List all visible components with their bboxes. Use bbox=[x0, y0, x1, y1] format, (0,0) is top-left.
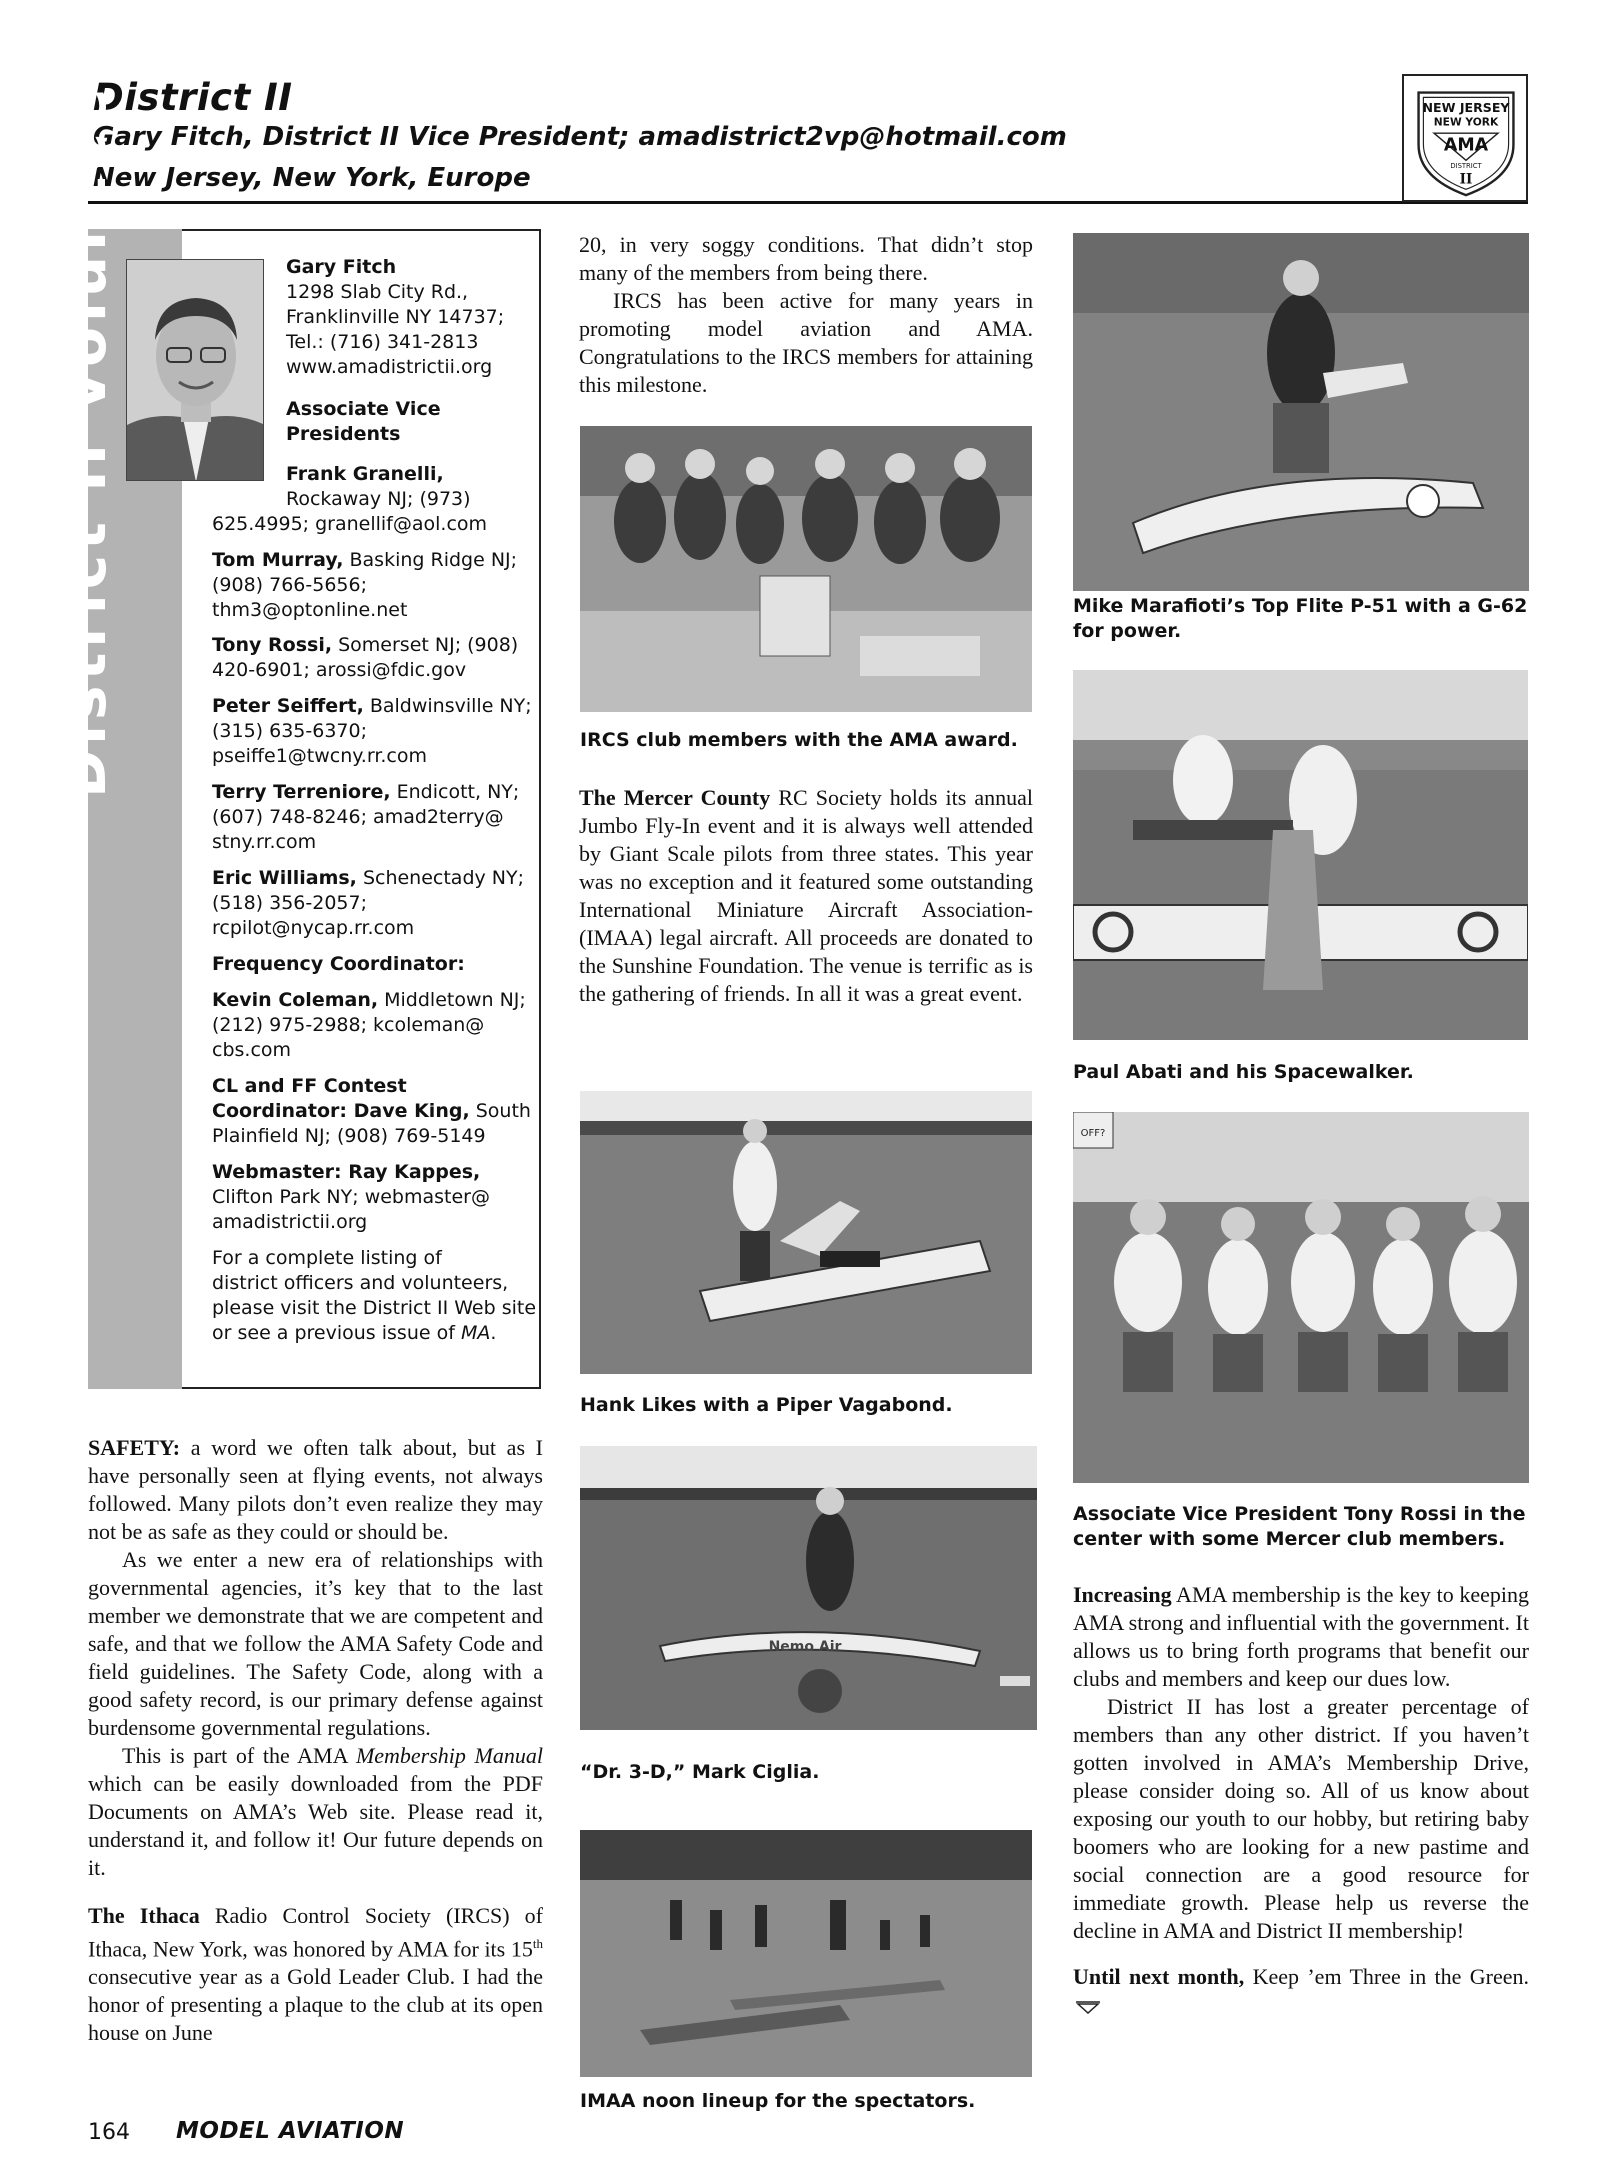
volunteer-terreniore bbox=[212, 780, 519, 805]
region-line: New Jersey, New York, Europe bbox=[93, 163, 531, 193]
volunteer-williams-name: Eric Williams, bbox=[212, 867, 357, 889]
listing-note-text: or see a previous issue of bbox=[212, 1322, 461, 1344]
webmaster-email: amadistrictii.org bbox=[212, 1211, 368, 1233]
caption-dr-3d: “Dr. 3-D,” Mark Ciglia. bbox=[580, 1761, 820, 1783]
closing-lead: Until next month, bbox=[1073, 1964, 1245, 1989]
vp-name: Gary Fitch bbox=[286, 256, 397, 278]
volunteer-coleman bbox=[212, 988, 526, 1013]
badge-district-text: DISTRICT bbox=[1450, 162, 1482, 171]
volunteer-williams-email: rcpilot@nycap.rr.com bbox=[212, 917, 415, 939]
governmental-paragraph: As we enter a new era of relationships with governmental agencies, it’s key that to the last member we demonstrate that we are competent and safe, and that we follow the AMA Safety Code and field guidelines. The Safety Code, along with a good safety record, is our primary defense against burdensome governmental regulations. bbox=[88, 1547, 543, 1740]
column-1-text bbox=[88, 1434, 543, 2047]
caption-tony-rossi-1: Associate Vice President Tony Rossi in the bbox=[1073, 1503, 1526, 1525]
badge-numeral: II bbox=[1459, 171, 1473, 188]
ithaca-continued: 20, in very soggy conditions. That didn’t stop many of the members from being there. bbox=[579, 232, 1033, 285]
portrait-photo-gary-fitch bbox=[126, 259, 264, 481]
safety-text: a word we often talk about, but as I have personally seen at flying events, not always followed. Many pilots don’t even realize they may not be as safe as they could or should be. bbox=[88, 1435, 543, 1544]
volunteer-rossi-name: Tony Rossi, bbox=[212, 634, 333, 656]
manual-text-b: which can be easily downloaded from the PDF Documents on AMA’s Web site. Please read it, understand it, and follow it! Our future depends on it. bbox=[88, 1771, 543, 1880]
volunteer-rossi bbox=[212, 633, 518, 658]
increasing-lead: Increasing bbox=[1073, 1582, 1172, 1607]
manual-text-a: This is part of the AMA bbox=[122, 1743, 356, 1768]
caption-mike-marafioti-1: Mike Marafioti’s Top Flite P-51 with a G-62 bbox=[1073, 595, 1528, 617]
magazine-name: MODEL AVIATION bbox=[176, 2118, 405, 2144]
ithaca-text-b: consecutive year as a Gold Leader Club. I had the honor of presenting a plaque to the club at its open house on June bbox=[88, 1964, 543, 2046]
plane-lettering: Nemo Air bbox=[768, 1639, 842, 1655]
volunteer-seiffert-email: pseiffe1@twcny.rr.com bbox=[212, 745, 428, 767]
district-membership-paragraph: District II has lost a greater percentage of members than any other district. If you haven’t gotten involved in AMA’s Membership Drive, please consider doing so. All of us know about exposing our youth to our hobby, but retiring baby boomers who are looking for a new pastime and social connection are a good resource for immediate growth. Please help us reverse the decline in AMA and District II membership! bbox=[1073, 1694, 1529, 1943]
volunteer-murray-name: Tom Murray, bbox=[212, 549, 344, 571]
listing-note-1: For a complete listing of bbox=[212, 1247, 442, 1269]
cl-ff-coordinator-city: South bbox=[469, 1100, 531, 1122]
volunteer-terreniore-email: stny.rr.com bbox=[212, 831, 317, 853]
safety-paragraph bbox=[88, 1434, 543, 1546]
district-title: District II bbox=[93, 76, 293, 119]
volunteer-granelli-name: Frank Granelli, bbox=[286, 463, 444, 485]
frequency-coordinator-heading: Frequency Coordinator: bbox=[212, 953, 465, 975]
volunteer-williams bbox=[212, 866, 524, 891]
volunteer-rossi-contact: 420-6901; arossi@fdic.gov bbox=[212, 659, 467, 681]
column-2-text-mercer bbox=[579, 784, 1033, 1008]
ithaca-text-a: Radio Control Society (IRCS) of Ithaca, New York, was honored by AMA for its 15 bbox=[88, 1903, 544, 1962]
header-rule bbox=[88, 201, 1528, 204]
manual-title: Membership Manual bbox=[355, 1743, 543, 1768]
photo-dr-3d-mark-ciglia bbox=[580, 1446, 1037, 1730]
photo-mike-marafioti-p51 bbox=[1073, 233, 1529, 591]
closing-text: Keep ’em Three in the Green. bbox=[1244, 1964, 1529, 1989]
cl-ff-coordinator-heading: CL and FF Contest bbox=[212, 1075, 407, 1097]
increasing-text: AMA membership is the key to keeping AMA strong and influential with the government. It allows us to bring forth programs that benefit our clubs and members and keep our dues low. bbox=[1073, 1582, 1529, 1691]
volunteer-rossi-city: Somerset NJ; (908) bbox=[332, 634, 519, 656]
volunteer-terreniore-name: Terry Terreniore, bbox=[212, 781, 391, 803]
page-number: 164 bbox=[88, 2120, 130, 2145]
volunteer-terreniore-phone: (607) 748-8246; amad2terry@ bbox=[212, 806, 504, 828]
cl-ff-coordinator-contact: Plainfield NJ; (908) 769-5149 bbox=[212, 1125, 486, 1147]
mercer-text: RC Society holds its annual Jumbo Fly-In event and it is always well attended by Giant Scale pilots from three states. This year was no exception and it featured some outstanding International Miniature Aircraft Association- (IMAA) legal aircraft. All proceeds are donated to the Sunshine Foundation. The venue is terrific as is the gathering of friends. In all it was a great event. bbox=[579, 785, 1033, 1006]
caption-imaa: IMAA noon lineup for the spectators. bbox=[580, 2090, 976, 2112]
ithaca-superscript: th bbox=[532, 1936, 543, 1951]
photo-imaa-noon-lineup bbox=[580, 1830, 1032, 2077]
ircs-paragraph: IRCS has been active for many years in promoting model aviation and AMA. Congratulations to the IRCS members for attaining this milestone. bbox=[579, 288, 1033, 397]
ithaca-paragraph bbox=[88, 1902, 543, 2047]
photo-hank-likes-vagabond bbox=[580, 1091, 1032, 1374]
volunteer-seiffert bbox=[212, 694, 532, 719]
increasing-paragraph bbox=[1073, 1581, 1529, 1693]
volunteer-seiffert-city: Baldwinsville NY; bbox=[363, 695, 532, 717]
volunteer-seiffert-phone: (315) 635-6370; bbox=[212, 720, 368, 742]
volunteers-band-title: District II Volunteers bbox=[51, 10, 119, 798]
associate-vp-heading: Associate Vice bbox=[286, 398, 441, 420]
listing-note-2: district officers and volunteers, bbox=[212, 1272, 509, 1294]
vp-address-1: 1298 Slab City Rd., bbox=[286, 281, 469, 303]
badge-ama-text: AMA bbox=[1443, 135, 1489, 156]
photo-sign-text: OFF? bbox=[1080, 1128, 1106, 1139]
volunteer-coleman-email: cbs.com bbox=[212, 1039, 292, 1061]
ama-wings-icon bbox=[1076, 1993, 1100, 2021]
mercer-lead: The Mercer County bbox=[579, 785, 771, 810]
caption-mike-marafioti-2: for power. bbox=[1073, 620, 1182, 642]
badge-state-text: NEW JERSEY bbox=[1422, 99, 1510, 115]
cl-ff-coordinator bbox=[212, 1099, 531, 1124]
volunteer-murray-phone: (908) 766-5656; bbox=[212, 574, 368, 596]
caption-tony-rossi-2: center with some Mercer club members. bbox=[1073, 1528, 1506, 1550]
vp-telephone: Tel.: (716) 341-2813 bbox=[286, 331, 479, 353]
volunteer-granelli-line: Rockaway NJ; (973) bbox=[286, 488, 471, 510]
vp-address-2: Franklinville NY 14737; bbox=[286, 306, 505, 328]
listing-note-period: . bbox=[490, 1322, 497, 1344]
webmaster-contact: Clifton Park NY; webmaster@ bbox=[212, 1186, 490, 1208]
volunteer-terreniore-city: Endicott, NY; bbox=[390, 781, 520, 803]
photo-paul-abati-spacewalker bbox=[1073, 670, 1528, 1040]
column-3-text bbox=[1073, 1581, 1529, 2021]
ithaca-lead: The Ithaca bbox=[88, 1903, 200, 1928]
listing-note-3: please visit the District II Web site bbox=[212, 1297, 537, 1319]
volunteer-murray-email: thm3@optonline.net bbox=[212, 599, 408, 621]
volunteer-murray bbox=[212, 548, 517, 573]
listing-note-ma: MA bbox=[460, 1322, 491, 1344]
caption-paul-abati: Paul Abati and his Spacewalker. bbox=[1073, 1061, 1414, 1083]
volunteer-seiffert-name: Peter Seiffert, bbox=[212, 695, 364, 717]
volunteer-williams-city: Schenectady NY; bbox=[356, 867, 525, 889]
volunteer-coleman-name: Kevin Coleman, bbox=[212, 989, 379, 1011]
volunteer-coleman-city: Middletown NJ; bbox=[378, 989, 526, 1011]
volunteer-murray-city: Basking Ridge NJ; bbox=[343, 549, 518, 571]
vice-president-line: Gary Fitch, District II Vice President; amadistrict2vp@hotmail.com bbox=[93, 122, 1067, 152]
volunteer-coleman-phone: (212) 975-2988; kcoleman@ bbox=[212, 1014, 485, 1036]
district-badge-logo bbox=[1402, 74, 1528, 202]
caption-hank-likes: Hank Likes with a Piper Vagabond. bbox=[580, 1394, 953, 1416]
mercer-paragraph bbox=[579, 784, 1033, 1008]
photo-tony-rossi-mercer bbox=[1073, 1112, 1529, 1483]
closing-paragraph bbox=[1073, 1963, 1529, 2021]
column-2-text-top bbox=[579, 231, 1033, 399]
safety-lead: SAFETY: bbox=[88, 1435, 181, 1460]
listing-note-4 bbox=[212, 1321, 496, 1346]
caption-ircs: IRCS club members with the AMA award. bbox=[580, 729, 1018, 751]
membership-manual-paragraph bbox=[88, 1742, 543, 1882]
vp-website[interactable]: www.amadistrictii.org bbox=[286, 356, 493, 378]
photo-ircs-club-members bbox=[580, 426, 1032, 712]
badge-state-sub: NEW YORK bbox=[1433, 115, 1499, 129]
volunteer-granelli-contact: 625.4995; granellif@aol.com bbox=[212, 513, 488, 535]
volunteer-williams-phone: (518) 356-2057; bbox=[212, 892, 368, 914]
cl-ff-coordinator-name: Coordinator: Dave King, bbox=[212, 1100, 470, 1122]
associate-vp-heading-2: Presidents bbox=[286, 423, 401, 445]
webmaster-name: Webmaster: Ray Kappes, bbox=[212, 1161, 481, 1183]
